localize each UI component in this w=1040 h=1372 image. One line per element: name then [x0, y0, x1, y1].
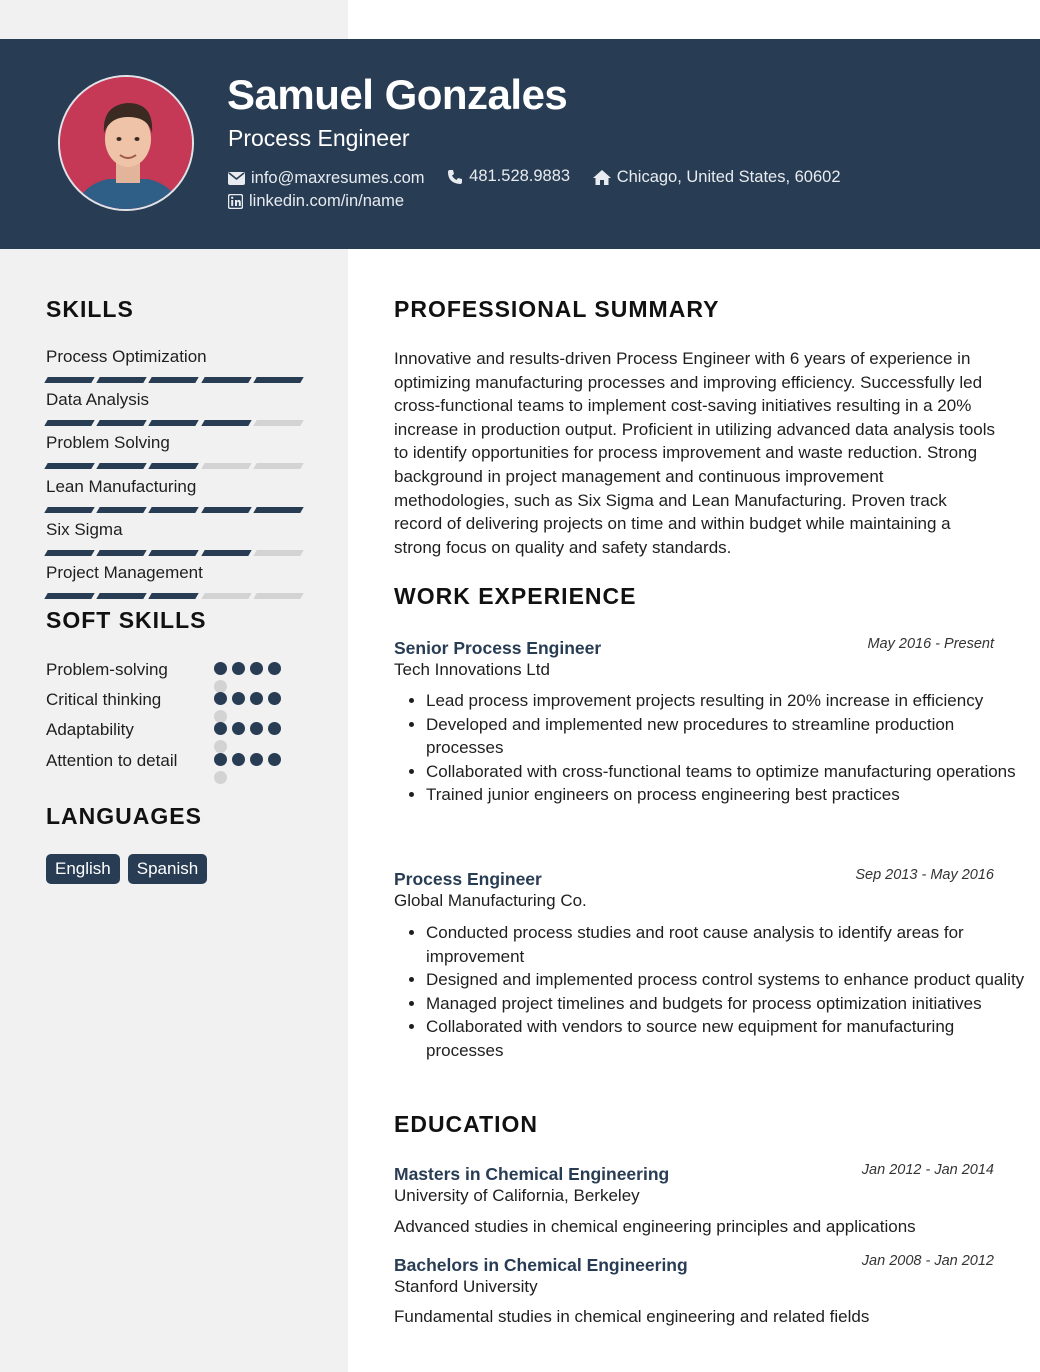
skill-level-segment	[253, 463, 304, 469]
soft-skill-rating	[214, 662, 294, 693]
phone-text: 481.528.9883	[469, 167, 571, 185]
skill-level-segment	[149, 420, 200, 426]
soft-skill-label: Problem-solving	[46, 660, 168, 679]
language-chip: English	[46, 854, 120, 884]
soft-skill-rating	[214, 692, 294, 723]
contact-phone[interactable]	[447, 167, 570, 186]
skill-level-bar	[46, 593, 302, 599]
rating-dot	[232, 692, 245, 705]
skill-level-segment	[44, 377, 95, 383]
soft-skills-heading: SOFT SKILLS	[46, 607, 207, 633]
school-name: University of California, Berkeley	[394, 1186, 640, 1205]
experience-heading: WORK EXPERIENCE	[394, 583, 637, 609]
linkedin-icon	[228, 194, 243, 209]
soft-skill-label: Attention to detail	[46, 751, 178, 770]
linkedin-text: linkedin.com/in/name	[249, 192, 404, 210]
skill-level-segment	[253, 420, 304, 426]
rating-dot	[214, 753, 227, 766]
location-text: Chicago, United States, 60602	[616, 167, 841, 186]
skill-level-segment	[201, 463, 252, 469]
contact-linkedin[interactable]	[228, 192, 404, 211]
skill-level-bar	[46, 377, 302, 383]
skill-level-segment	[201, 377, 252, 383]
skill-level-segment	[44, 593, 95, 599]
skill-level-segment	[201, 593, 252, 599]
bullet-item: • Designed and implemented process control systems to enhance product quality	[426, 968, 1026, 992]
skill-label: Six Sigma	[46, 519, 123, 539]
skill-label: Process Optimization	[46, 347, 207, 366]
bullet-item: • Collaborated with cross-functional teams to optimize manufacturing operations	[426, 760, 1026, 784]
resume-header	[0, 39, 1040, 249]
bullet-item: • Conducted process studies and root cause analysis to identify areas for improvement	[426, 921, 1026, 968]
candidate-name: Samuel Gonzales	[227, 71, 568, 118]
skill-label: Lean Manufacturing	[46, 476, 197, 496]
rating-dot	[250, 692, 263, 705]
skill-level-segment	[201, 507, 252, 513]
soft-skill-label: Adaptability	[46, 720, 134, 739]
rating-dot	[268, 753, 281, 766]
education-heading: EDUCATION	[394, 1111, 539, 1137]
skill-level-segment	[96, 550, 147, 556]
summary-text: Innovative and results-driven Process Engineer with 6 years of experience in optimizing manufacturing processes and improving efficiency. Successfully led cross-functional teams to implement cost-saving initiatives resulting in a 20% increase in production output. Proficient in utilizing advanced data analysis tools to identify opportunities for process improvement and waste reduction. Strong background in project management and continuous improvement methodologies, such as Six Sigma and Lean Manufacturing. Proven track record of delivering projects on time and within budget while maintaining a strong focus on quality and safety standards.	[394, 349, 996, 557]
skill-level-segment	[96, 507, 147, 513]
skill-level-segment	[96, 463, 147, 469]
education-date: Jan 2008 - Jan 2012	[861, 1253, 994, 1269]
skill-level-bar	[46, 507, 302, 513]
education-description: Fundamental studies in chemical engineering and related fields	[394, 1307, 870, 1326]
rating-dot	[250, 662, 263, 675]
soft-skill-rating	[214, 753, 294, 784]
degree-title: Masters in Chemical Engineering	[394, 1164, 670, 1184]
soft-skill-label: Critical thinking	[46, 690, 162, 709]
education-date: Jan 2012 - Jan 2014	[861, 1162, 994, 1178]
rating-dot	[268, 662, 281, 675]
rating-dot	[214, 771, 227, 784]
bullet-item: • Developed and implemented new procedures to streamline production processes	[426, 713, 1026, 760]
skill-level-segment	[201, 550, 252, 556]
rating-dot	[214, 722, 227, 735]
education-description: Advanced studies in chemical engineering principles and applications	[394, 1217, 916, 1236]
candidate-title: Process Engineer	[228, 125, 410, 151]
rating-dot	[214, 692, 227, 705]
language-chip: Spanish	[128, 854, 207, 884]
skill-level-segment	[44, 550, 95, 556]
skill-level-segment	[44, 507, 95, 513]
skill-level-bar	[46, 420, 302, 426]
skill-level-segment	[149, 550, 200, 556]
bullet-item: • Trained junior engineers on process engineering best practices	[426, 783, 1026, 807]
rating-dot	[232, 753, 245, 766]
skill-level-segment	[96, 593, 147, 599]
skill-level-segment	[149, 377, 200, 383]
skill-label: Project Management	[46, 563, 203, 582]
language-list	[46, 854, 207, 884]
job-title: Process Engineer	[394, 869, 542, 889]
skill-label: Data Analysis	[46, 390, 149, 410]
rating-dot	[250, 722, 263, 735]
skill-level-segment	[149, 507, 200, 513]
bullet-item: • Collaborated with vendors to source new equipment for manufacturing processes	[426, 1015, 1026, 1062]
skill-level-segment	[96, 377, 147, 383]
skills-heading: SKILLS	[46, 296, 134, 322]
home-icon	[593, 170, 611, 185]
phone-icon	[447, 169, 463, 185]
degree-title: Bachelors in Chemical Engineering	[394, 1255, 688, 1275]
rating-dot	[232, 662, 245, 675]
skill-level-segment	[149, 593, 200, 599]
skill-level-segment	[253, 550, 304, 556]
skill-level-segment	[96, 420, 147, 426]
company-name: Tech Innovations Ltd	[394, 660, 550, 679]
school-name: Stanford University	[394, 1277, 538, 1296]
rating-dot	[268, 692, 281, 705]
job-title: Senior Process Engineer	[394, 638, 602, 658]
skill-level-segment	[44, 420, 95, 426]
rating-dot	[232, 722, 245, 735]
rating-dot	[250, 753, 263, 766]
skill-label: Problem Solving	[46, 433, 170, 453]
skill-level-bar	[46, 550, 302, 556]
contact-location	[593, 168, 841, 187]
contact-email[interactable]	[228, 169, 425, 188]
contact-line	[228, 167, 859, 190]
skill-level-segment	[253, 377, 304, 383]
skill-level-bar	[46, 463, 302, 469]
avatar	[58, 75, 194, 211]
skill-level-segment	[201, 420, 252, 426]
rating-dot	[268, 722, 281, 735]
summary-heading: PROFESSIONAL SUMMARY	[394, 296, 720, 322]
job-date: May 2016 - Present	[867, 636, 994, 652]
rating-dot	[214, 740, 227, 753]
rating-dot	[214, 662, 227, 675]
skill-level-segment	[149, 463, 200, 469]
bullet-item: • Managed project timelines and budgets for process optimization initiatives	[426, 992, 1026, 1016]
company-name: Global Manufacturing Co.	[394, 891, 587, 910]
job-bullets	[394, 921, 1026, 1063]
skill-level-segment	[44, 463, 95, 469]
skill-level-segment	[253, 507, 304, 513]
soft-skill-rating	[214, 722, 294, 753]
languages-heading: LANGUAGES	[46, 803, 202, 829]
skill-level-segment	[253, 593, 304, 599]
job-bullets	[394, 689, 1026, 807]
job-date: Sep 2013 - May 2016	[855, 867, 994, 883]
email-text: info@maxresumes.com	[251, 168, 425, 187]
envelope-icon	[228, 172, 245, 185]
bullet-item: • Lead process improvement projects resulting in 20% increase in efficiency	[426, 689, 1026, 713]
